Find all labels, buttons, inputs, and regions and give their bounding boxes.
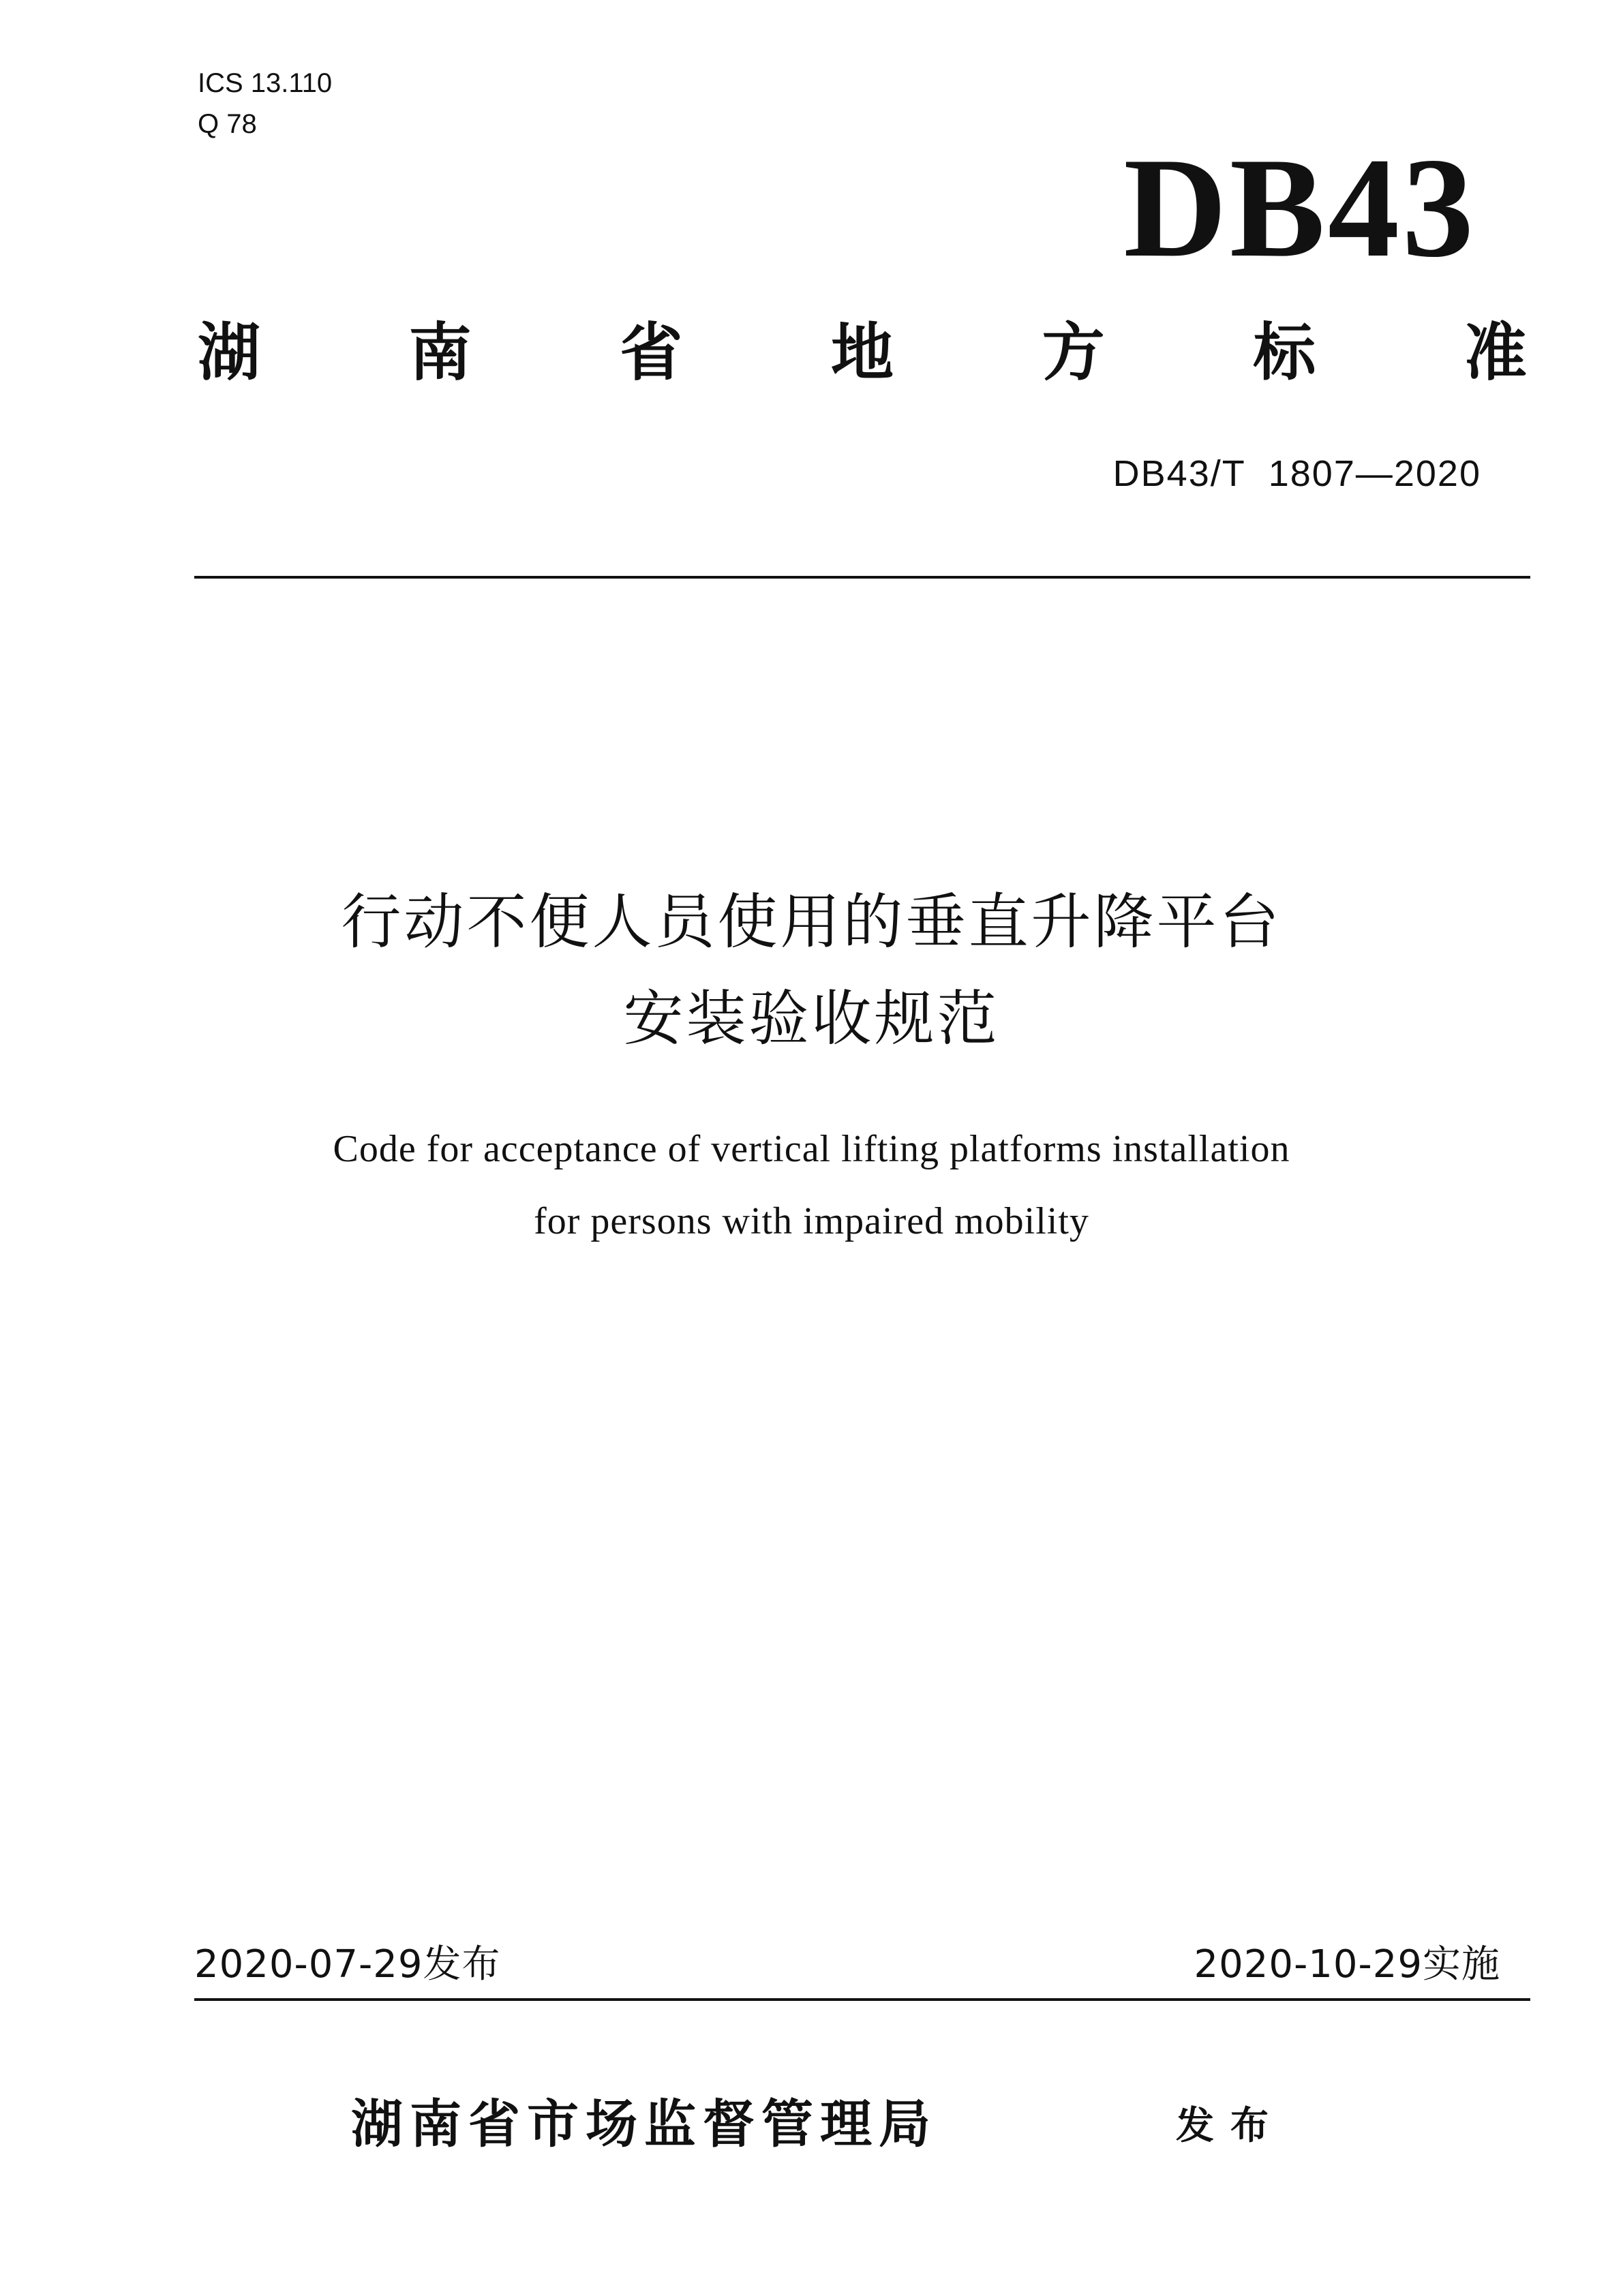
standard-type-char: 南 [408,316,472,389]
chinese-title-line-2: 安装验收规范 [623,983,1000,1054]
ics-code: ICS 13.110 [198,68,333,98]
ccs-code: Q 78 [198,109,257,139]
standard-number: DB43/T 1807—2020 [1112,453,1481,494]
english-title-line-1: Code for acceptance of vertical lifting platforms installation [333,1128,1290,1170]
standard-type-heading [198,310,1527,389]
bottom-divider [194,1998,1530,2001]
publish-label: 发布 [1176,2104,1285,2148]
standard-type-char: 准 [1463,316,1527,389]
english-title-line-2: for persons with impaired mobility [534,1200,1089,1242]
classification-codes [198,63,332,144]
standard-type-char: 地 [830,316,894,389]
standard-type-char: 省 [620,316,683,389]
standard-code-logo: DB43 [1123,129,1476,287]
top-divider [194,576,1530,579]
standard-type-char: 标 [1253,316,1316,389]
standard-type-char: 湖 [198,316,261,389]
issue-date: 2020-07-29发布 [194,1942,501,1987]
implementation-date: 2020-10-29实施 [1194,1942,1500,1987]
chinese-title-line-1: 行动不便人员使用的垂直升降平台 [341,887,1282,957]
issuing-authority: 湖南省市场监督管理局 [351,2094,937,2154]
standard-type-char: 方 [1042,316,1105,389]
